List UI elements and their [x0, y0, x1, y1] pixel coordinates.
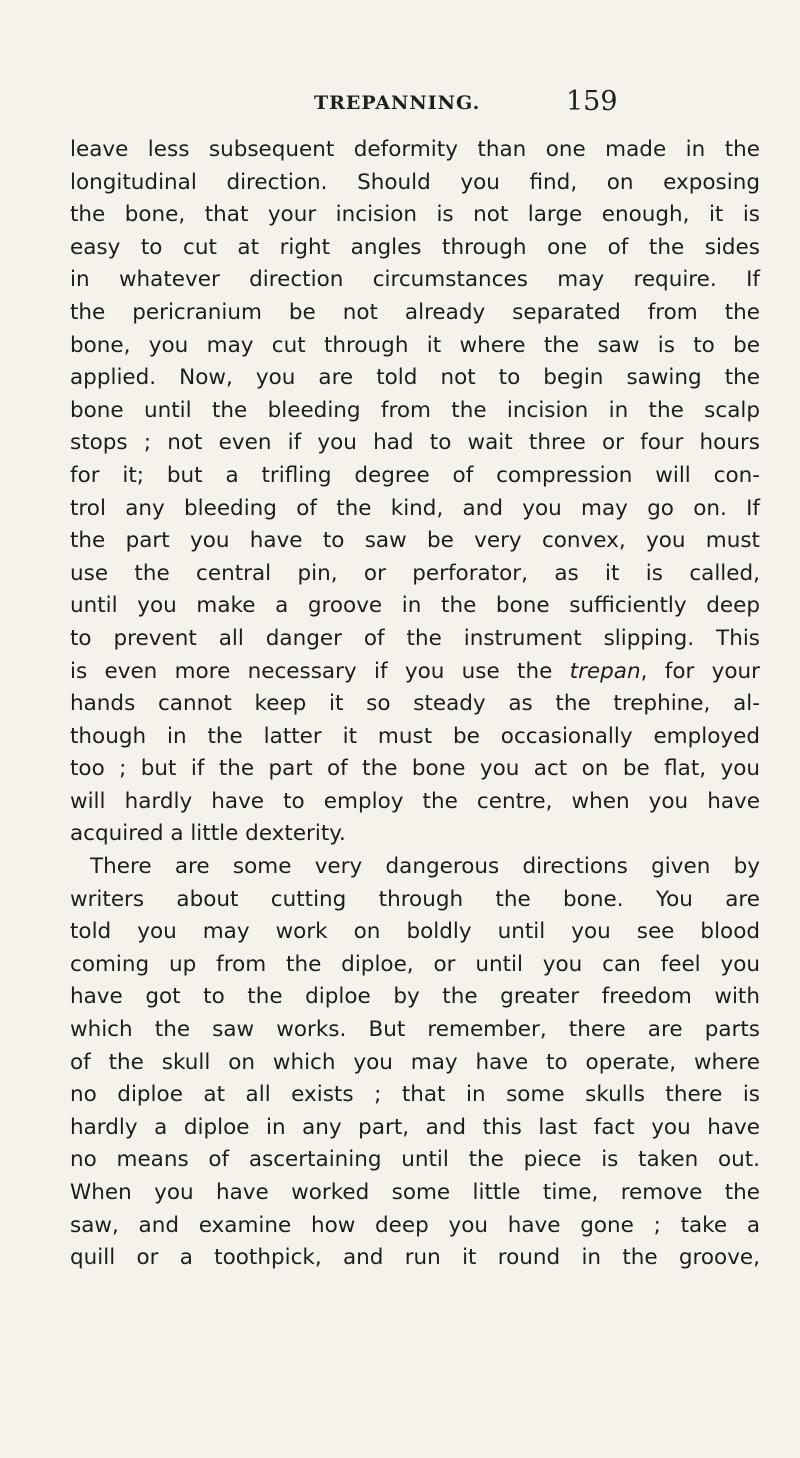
text-line: writers about cutting through the bone. You are	[70, 886, 760, 912]
text-line: too ; but if the part of the bone you act on be flat, you	[70, 756, 760, 782]
text-line: When you have worked some little time, remove the	[70, 1180, 760, 1205]
text-line: have got to the diploe by the greater freedom with	[70, 984, 760, 1010]
page-number: 159	[566, 86, 618, 117]
text-line: the part you have to saw be very convex, you must	[70, 528, 760, 554]
text-line: for it; but a trifling degree of compression will con-	[70, 462, 760, 488]
text-line: coming up from the diploe, or until you can feel you	[70, 951, 760, 977]
text-line: applied. Now, you are told not to begin sawing the	[70, 365, 760, 391]
text-line: told you may work on boldly until you see blood	[70, 919, 760, 945]
paragraph-end-line: acquired a little dexterity.	[70, 821, 346, 847]
text-line: to prevent all danger of the instrument slipping. This	[70, 625, 760, 651]
text-line: until you make a groove in the bone sufficiently deep	[70, 593, 760, 619]
body-text	[70, 134, 760, 1275]
text-line: quill or a toothpick, and run it round in the groove,	[70, 1245, 760, 1271]
text-line: leave less subsequent deformity than one made in the	[70, 137, 760, 162]
text-line: longitudinal direction. Should you find, on exposing	[70, 169, 760, 195]
text-line: in whatever direction circumstances may require. If	[70, 267, 760, 293]
text-run: is even more necessary if you use the	[70, 658, 570, 684]
paragraph-start-line: There are some very dangerous directions given by	[90, 854, 760, 880]
text-line: will hardly have to employ the centre, when you have	[70, 788, 760, 814]
text-line: hands cannot keep it so steady as the trephine, al-	[70, 691, 760, 717]
text-line: the pericranium be not already separated from the	[70, 299, 760, 325]
text-run: , for your	[640, 658, 760, 684]
running-head: TREPANNING.	[314, 92, 481, 114]
text-line: no means of ascertaining until the piece is taken out.	[70, 1147, 760, 1173]
italic-term-trepan: trepan	[569, 658, 641, 684]
text-line: use the central pin, or perforator, as it is called,	[70, 560, 760, 586]
text-line: the bone, that your incision is not large enough, it is	[70, 202, 760, 228]
text-line: bone until the bleeding from the incision in the scalp	[70, 397, 760, 423]
text-line-with-italic	[70, 656, 760, 689]
text-line: of the skull on which you may have to operate, where	[70, 1049, 760, 1075]
text-line: easy to cut at right angles through one of the sides	[70, 234, 760, 260]
text-line: bone, you may cut through it where the saw is to be	[70, 332, 760, 358]
text-line: hardly a diploe in any part, and this last fact you have	[70, 1114, 760, 1140]
text-line: though in the latter it must be occasionally employed	[70, 723, 760, 749]
text-line: saw, and examine how deep you have gone ; take a	[70, 1212, 760, 1238]
text-line: trol any bleeding of the kind, and you may go on. If	[70, 495, 760, 521]
text-line: no diploe at all exists ; that in some skulls there is	[70, 1082, 760, 1108]
text-line: stops ; not even if you had to wait three or four hours	[70, 430, 760, 456]
text-line: which the saw works. But remember, there are parts	[70, 1017, 760, 1043]
